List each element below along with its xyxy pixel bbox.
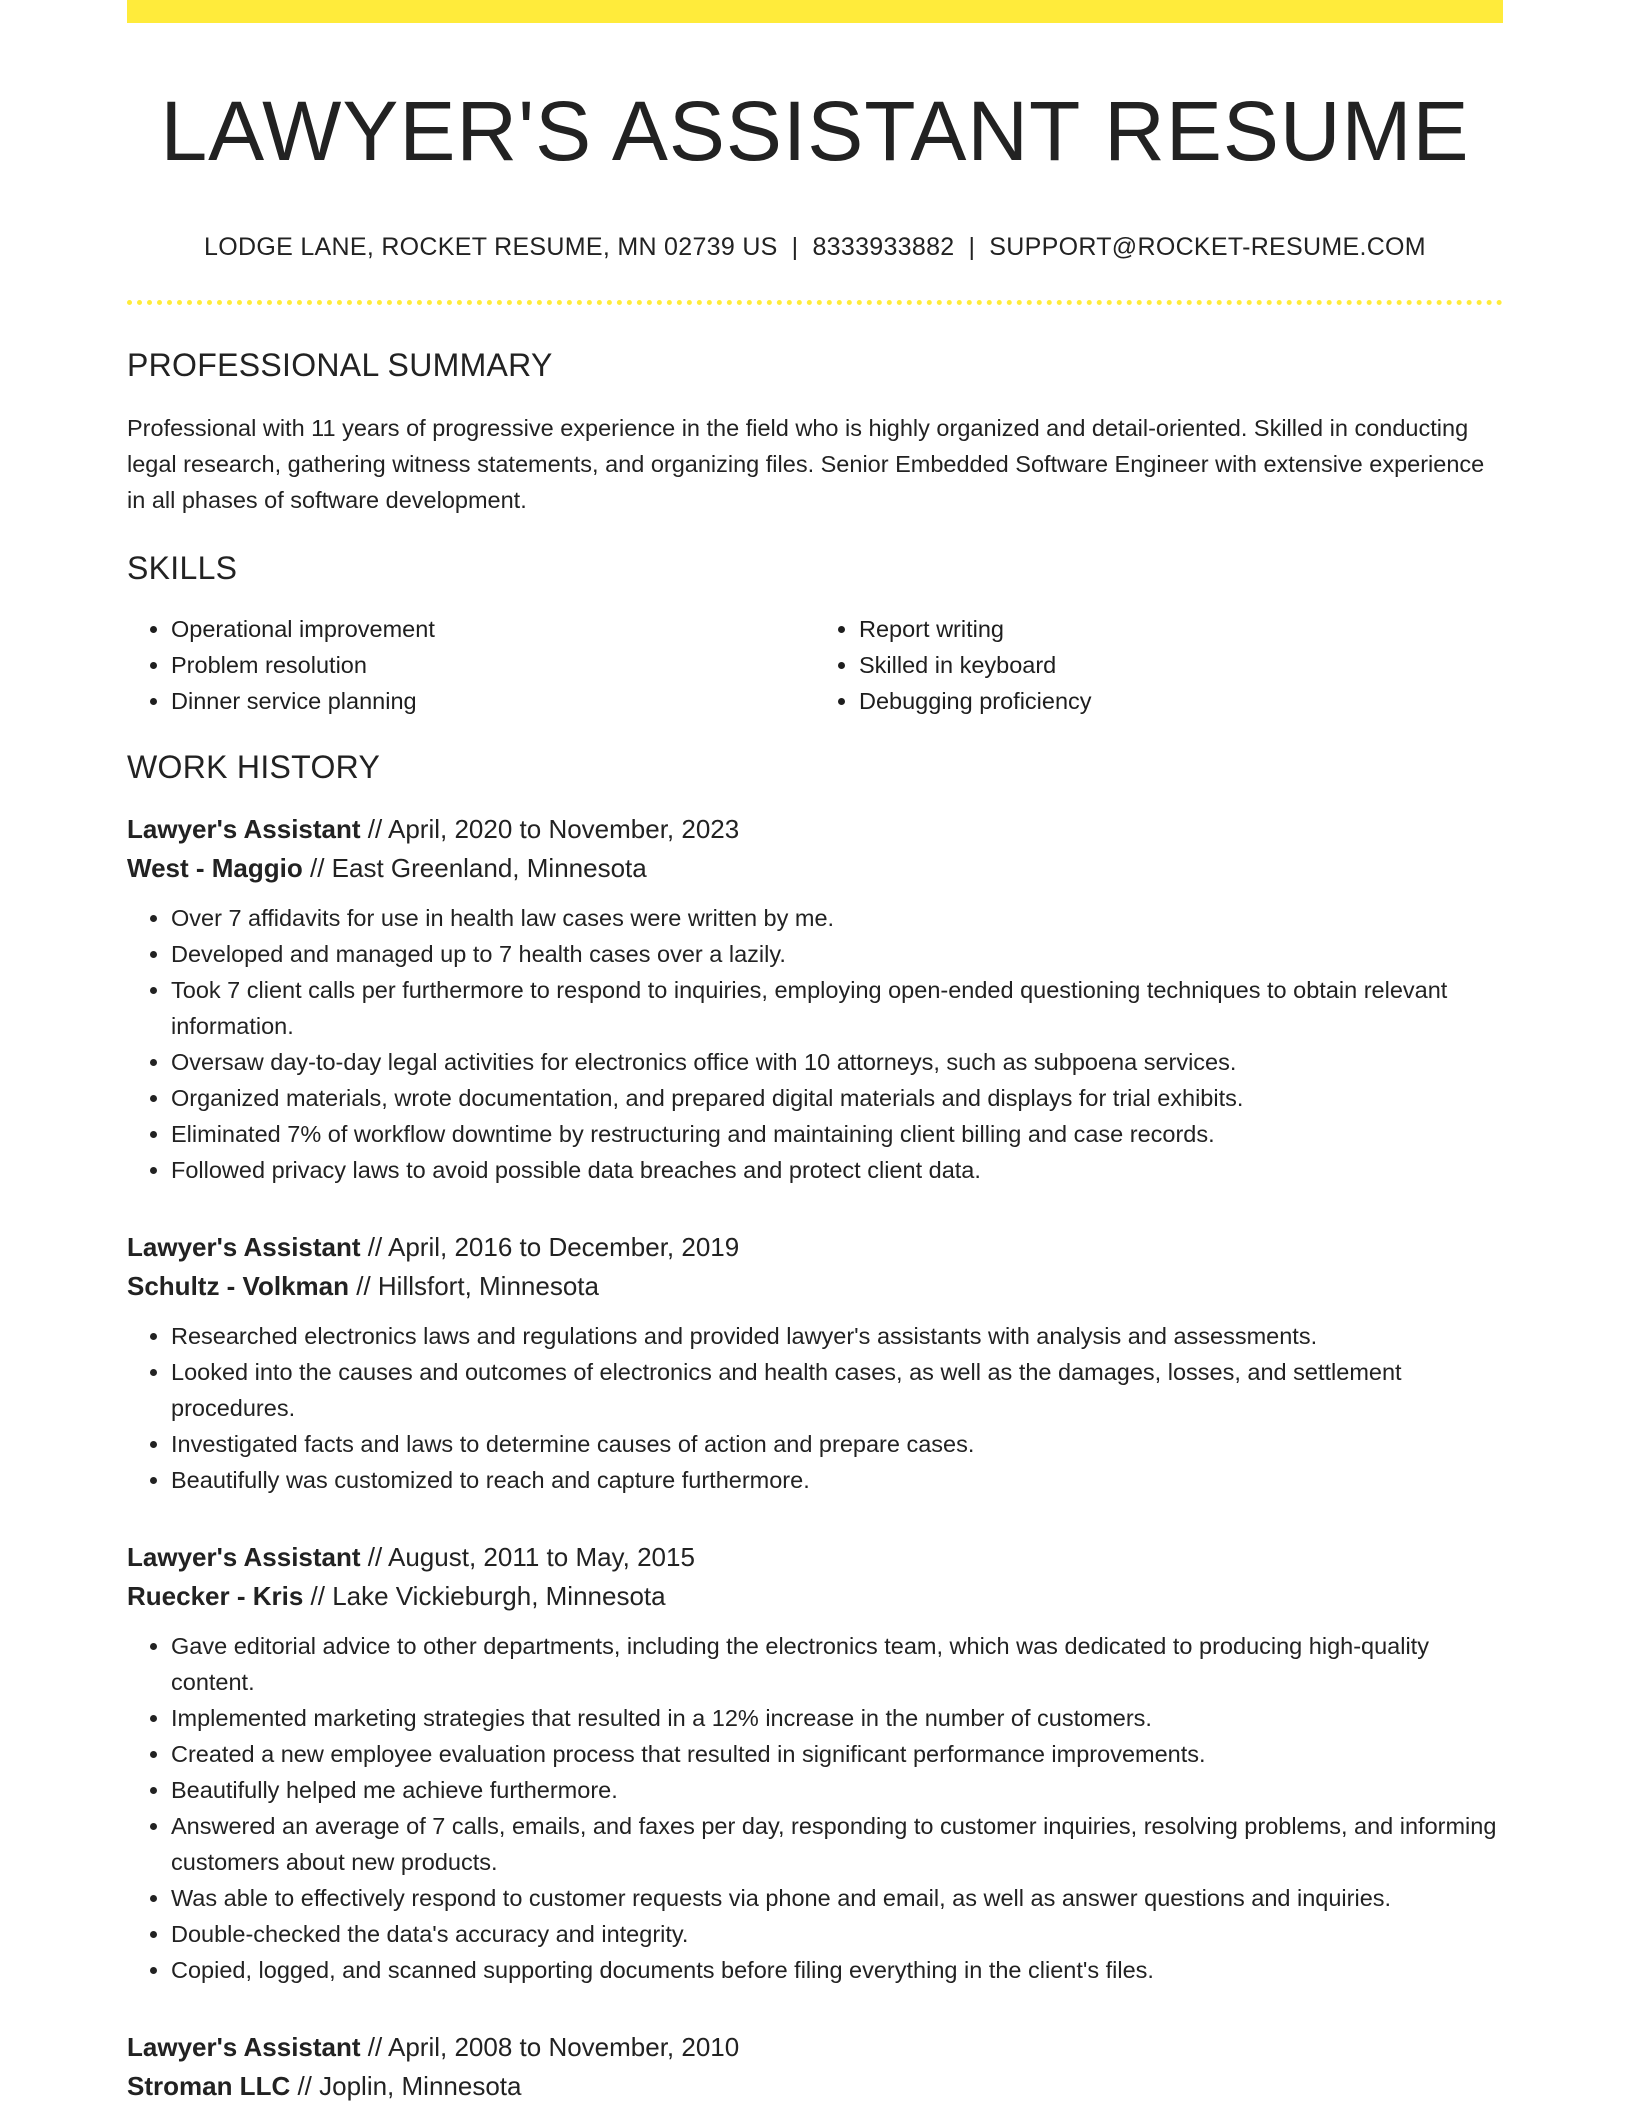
job-bullets	[127, 900, 1503, 1188]
job-bullets	[127, 1628, 1503, 1988]
job-bullet: • Created a new employee evaluation process that resulted in significant performance improvements.	[171, 1736, 1503, 1772]
job-bullet: • Implemented marketing strategies that resulted in a 12% increase in the number of customers.	[171, 1700, 1503, 1736]
skills-column-left	[127, 611, 815, 719]
job-bullet: • Beautifully was customized to reach and capture furthermore.	[171, 1462, 1503, 1498]
job-bullet: • Followed privacy laws to avoid possible data breaches and protect client data.	[171, 1152, 1503, 1188]
skill-item: • Operational improvement	[171, 611, 815, 647]
job-bullet: • Took 7 client calls per furthermore to respond to inquiries, employing open-ended questioning techniques to obtain relevant information.	[171, 972, 1503, 1044]
job-bullet: • Eliminated 7% of workflow downtime by restructuring and maintaining client billing and case records.	[171, 1116, 1503, 1152]
dotted-divider	[127, 300, 1503, 305]
job-entry	[127, 810, 1503, 1188]
job-company-line	[127, 849, 1503, 888]
job-bullet: • Investigated facts and laws to determine causes of action and prepare cases.	[171, 1426, 1503, 1462]
job-bullet: • Beautifully helped me achieve furthermore.	[171, 1772, 1503, 1808]
job-bullet: • Looked into the causes and outcomes of electronics and health cases, as well as the damages, losses, and settlement procedures.	[171, 1354, 1503, 1426]
job-company: Schultz - Volkman	[127, 1271, 349, 1302]
resume-title: LAWYER'S ASSISTANT RESUME	[160, 84, 1470, 178]
job-title-line	[127, 2028, 1503, 2067]
contact-phone: 8333933882	[812, 233, 955, 262]
job-bullet: • Copied, logged, and scanned supporting documents before filing everything in the client's files.	[171, 1952, 1503, 1988]
job-bullet: • Double-checked the data's accuracy and integrity.	[171, 1916, 1503, 1952]
summary-heading: PROFESSIONAL SUMMARY	[127, 347, 553, 384]
job-location: // Joplin, Minnesota	[290, 2071, 522, 2102]
job-role: Lawyer's Assistant	[127, 1232, 361, 1263]
job-company-line	[127, 2067, 1503, 2106]
job-location: // Lake Vickieburgh, Minnesota	[303, 1581, 666, 1612]
job-bullet: • Developed and managed up to 7 health cases over a lazily.	[171, 936, 1503, 972]
job-bullet: • Over 7 affidavits for use in health law cases were written by me.	[171, 900, 1503, 936]
skill-item: • Dinner service planning	[171, 683, 815, 719]
job-entry	[127, 1228, 1503, 1498]
job-dates: // April, 2020 to November, 2023	[360, 814, 740, 845]
contact-address: LODGE LANE, ROCKET RESUME, MN 02739 US	[204, 233, 778, 262]
job-company: West - Maggio	[127, 853, 303, 884]
job-title-line	[127, 810, 1503, 849]
top-accent-bar	[127, 0, 1503, 23]
job-dates: // April, 2008 to November, 2010	[360, 2032, 740, 2063]
job-company: Ruecker - Kris	[127, 1581, 304, 1612]
skill-item: • Skilled in keyboard	[859, 647, 1503, 683]
contact-line	[127, 233, 1503, 262]
job-bullet: • Answered an average of 7 calls, emails, and faxes per day, responding to customer inquiries, resolving problems, and informing customers about new products.	[171, 1808, 1503, 1880]
job-bullets	[127, 1318, 1503, 1498]
job-bullet: • Organized materials, wrote documentation, and prepared digital materials and displays for trial exhibits.	[171, 1080, 1503, 1116]
job-dates: // April, 2016 to December, 2019	[360, 1232, 740, 1263]
job-company: Stroman LLC	[127, 2071, 291, 2102]
resume-page	[127, 0, 1503, 2106]
work-history-heading: WORK HISTORY	[127, 749, 381, 786]
job-company-line	[127, 1577, 1503, 1616]
skills-list	[127, 611, 1503, 719]
job-dates: // August, 2011 to May, 2015	[360, 1542, 695, 1573]
job-title-line	[127, 1538, 1503, 1577]
job-bullet: • Oversaw day-to-day legal activities for electronics office with 10 attorneys, such as subpoena services.	[171, 1044, 1503, 1080]
job-role: Lawyer's Assistant	[127, 814, 361, 845]
job-bullet: • Was able to effectively respond to customer requests via phone and email, as well as answer questions and inquiries.	[171, 1880, 1503, 1916]
job-entry	[127, 1538, 1503, 1988]
contact-email: SUPPORT@ROCKET-RESUME.COM	[989, 233, 1426, 262]
skill-item: • Debugging proficiency	[859, 683, 1503, 719]
job-title-line	[127, 1228, 1503, 1267]
job-location: // East Greenland, Minnesota	[302, 853, 647, 884]
skill-item: • Problem resolution	[171, 647, 815, 683]
contact-separator: |	[968, 233, 976, 262]
summary-text: Professional with 11 years of progressive experience in the field who is highly organized and detail-oriented. Skilled in conducting legal research, gathering witness statements, and organizing files. Senior Embedded Software Engineer with extensive experience in all phases of software development.	[127, 415, 1485, 514]
job-bullet: • Gave editorial advice to other departments, including the electronics team, which was dedicated to producing high-quality content.	[171, 1628, 1503, 1700]
contact-separator: |	[791, 233, 799, 262]
skill-item: • Report writing	[859, 611, 1503, 647]
job-company-line	[127, 1267, 1503, 1306]
job-entry	[127, 2028, 1503, 2106]
job-role: Lawyer's Assistant	[127, 2032, 361, 2063]
skills-heading: SKILLS	[127, 550, 238, 587]
job-role: Lawyer's Assistant	[127, 1542, 361, 1573]
skills-column-right	[815, 611, 1503, 719]
job-location: // Hillsfort, Minnesota	[349, 1271, 599, 1302]
job-bullet: • Researched electronics laws and regulations and provided lawyer's assistants with analysis and assessments.	[171, 1318, 1503, 1354]
